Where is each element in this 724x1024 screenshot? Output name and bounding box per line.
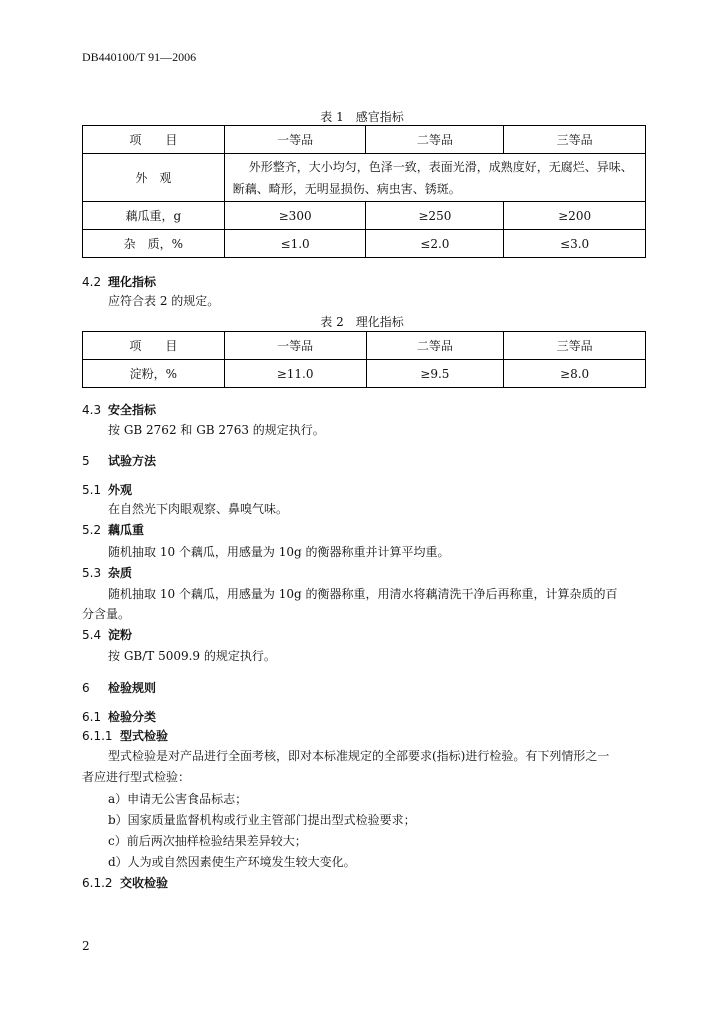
section-title: 淀粉 xyxy=(108,628,133,642)
section-6-1-heading xyxy=(82,708,156,725)
table2-header-grade2: 二等品 xyxy=(366,332,504,360)
section-title: 检验规则 xyxy=(108,681,157,695)
table2-starch-label: 淀粉，% xyxy=(83,360,225,388)
section-title: 试验方法 xyxy=(108,454,157,468)
section-6-1-2-heading xyxy=(82,874,168,891)
section-title: 检验分类 xyxy=(108,710,157,724)
section-title: 安全指标 xyxy=(108,403,157,417)
section-5-2-text: 随机抽取 10 个藕瓜，用感量为 10g 的衡器称重并计算平均重。 xyxy=(108,545,450,559)
table2 xyxy=(82,331,646,388)
section-number: 6.1 xyxy=(82,710,102,724)
section-number: 5.3 xyxy=(82,566,102,580)
section-4-2-text: 应符合表 2 的规定。 xyxy=(108,294,220,308)
table1-caption: 表 1 感官指标 xyxy=(320,110,404,124)
table1-header-grade1: 一等品 xyxy=(224,126,366,154)
table1-impurity-label: 杂 质，% xyxy=(83,230,225,258)
section-5-heading xyxy=(82,452,156,469)
section-number: 5.1 xyxy=(82,483,102,497)
list-item: a）申请无公害食品标志； xyxy=(108,792,248,806)
table-row xyxy=(83,360,646,388)
table1-header-row xyxy=(83,126,646,154)
table1-header-item: 项 目 xyxy=(83,126,225,154)
section-title: 理化指标 xyxy=(108,275,157,289)
section-6-1-1-text-line2: 者应进行型式检验： xyxy=(82,770,191,784)
table1-weight-grade2: ≥250 xyxy=(366,202,504,230)
section-5-4-heading xyxy=(82,626,132,643)
section-number: 5 xyxy=(82,454,90,468)
table1-impurity-grade2: ≤2.0 xyxy=(366,230,504,258)
list-item: b）国家质量监督机构或行业主管部门提出型式检验要求； xyxy=(108,813,416,827)
document-code: DB440100/T 91—2006 xyxy=(82,50,197,64)
table2-caption: 表 2 理化指标 xyxy=(320,315,404,329)
section-6-heading xyxy=(82,679,156,696)
table2-header-grade3: 三等品 xyxy=(504,332,646,360)
list-item: c）前后两次抽样检验结果差异较大； xyxy=(108,834,307,848)
section-5-4-text: 按 GB/T 5009.9 的规定执行。 xyxy=(108,649,276,663)
section-5-1-heading xyxy=(82,481,132,498)
table2-header-item: 项 目 xyxy=(83,332,225,360)
table2-header-row xyxy=(83,332,646,360)
section-number: 5.4 xyxy=(82,628,102,642)
table1-appearance-label: 外 观 xyxy=(83,154,225,202)
section-number: 4.2 xyxy=(82,275,102,289)
section-number: 6.1.2 xyxy=(82,876,113,890)
table2-header-grade1: 一等品 xyxy=(224,332,366,360)
section-title: 交收检验 xyxy=(120,876,169,890)
section-5-1-text: 在自然光下肉眼观察、鼻嗅气味。 xyxy=(108,502,289,516)
section-title: 杂质 xyxy=(108,566,133,580)
section-title: 外观 xyxy=(108,483,133,497)
section-number: 6.1.1 xyxy=(82,729,113,743)
section-number: 6 xyxy=(82,681,90,695)
table1-header-grade3: 三等品 xyxy=(504,126,646,154)
section-5-3-text-line1: 随机抽取 10 个藕瓜，用感量为 10g 的衡器称重，用清水将藕清洗干净后再称重，计算杂质的百 xyxy=(108,587,618,601)
table-row xyxy=(83,202,646,230)
section-4-3-text: 按 GB 2762 和 GB 2763 的规定执行。 xyxy=(108,423,325,437)
page-number: 2 xyxy=(82,939,90,953)
section-4-2-heading xyxy=(82,273,156,290)
section-5-3-text-line2: 分含量。 xyxy=(82,607,131,621)
section-number: 4.3 xyxy=(82,403,102,417)
table2-starch-grade1: ≥11.0 xyxy=(224,360,366,388)
section-6-1-1-heading xyxy=(82,727,168,744)
section-number: 5.2 xyxy=(82,523,102,537)
section-5-3-heading xyxy=(82,564,132,581)
table1-impurity-grade1: ≤1.0 xyxy=(224,230,366,258)
table2-starch-grade2: ≥9.5 xyxy=(366,360,504,388)
section-5-2-heading xyxy=(82,521,144,538)
table2-starch-grade3: ≥8.0 xyxy=(504,360,646,388)
table1-weight-grade3: ≥200 xyxy=(504,202,646,230)
table1-appearance-text: 外形整齐，大小均匀，色泽一致，表面光滑，成熟度好，无腐烂、异味、断藕、畸形，无明显损伤、病虫害、锈斑。 xyxy=(224,154,645,202)
table-row xyxy=(83,230,646,258)
section-4-3-heading xyxy=(82,401,156,418)
table1-header-grade2: 二等品 xyxy=(366,126,504,154)
table1-weight-grade1: ≥300 xyxy=(224,202,366,230)
table1-row-appearance xyxy=(83,154,646,202)
table1-impurity-grade3: ≤3.0 xyxy=(504,230,646,258)
section-title: 型式检验 xyxy=(120,729,169,743)
table1-weight-label: 藕瓜重，g xyxy=(83,202,225,230)
section-title: 藕瓜重 xyxy=(108,523,145,537)
list-item: d）人为或自然因素使生产环境发生较大变化。 xyxy=(108,855,356,869)
section-6-1-1-text-line1: 型式检验是对产品进行全面考核，即对本标准规定的全部要求(指标)进行检验。有下列情形之一 xyxy=(108,749,610,763)
table1 xyxy=(82,125,646,258)
